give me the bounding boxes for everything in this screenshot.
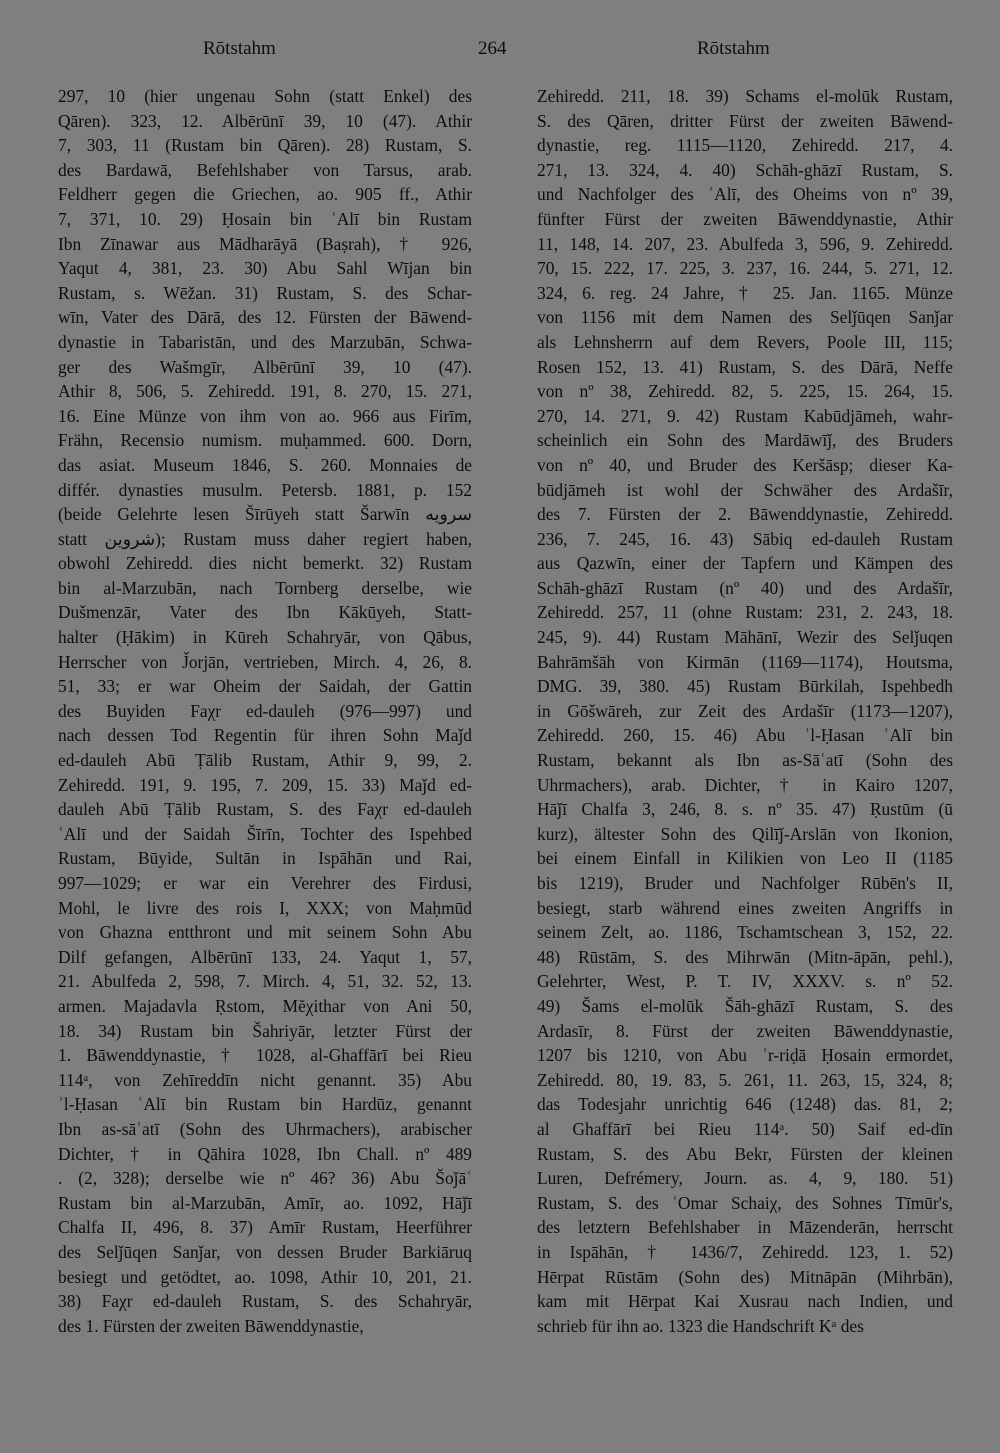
text-line: 7, 303, 11 (Rustam bin Qāren). 28) Rustam, S. <box>58 135 472 156</box>
text-line: Ibn Zīnawar aus Mādharāyā (Baṣrah), † 926, <box>58 233 472 254</box>
text-line: von Ghazna entthront und mit seinem Sohn Abu <box>58 922 472 943</box>
text-line: S. des Qāren, dritter Fürst der zweiten Bāwend- <box>537 110 953 131</box>
text-line: 18. 34) Rustam bin Šahriyār, letzter Fürst der <box>58 1020 472 1041</box>
text-line: als Lehnsherrn auf dem Revers, Poole III, 115; <box>537 331 953 352</box>
text-line: und Nachfolger des ʿAlī, des Oheims von nº 39, <box>537 184 953 205</box>
text-line: 48) Rūstām, S. des Mihrwān (Mitn-āpān, pehl.), <box>537 946 953 967</box>
text-line: 324, 6. reg. 24 Jahre, † 25. Jan. 1165. Münze <box>537 282 953 303</box>
text-line: in Ispāhān, † 1436/7, Zehiredd. 123, 1. 52) <box>537 1241 953 1262</box>
text-line: DMG. 39, 380. 45) Rustam Būrkilah, Ispehbedh <box>537 676 953 697</box>
text-line: 271, 13. 324, 4. 40) Schāh-ghāzī Rustam, S. <box>537 159 953 180</box>
text-line: Mohl, le livre des rois I, XXX; von Maḥmūd <box>58 897 472 918</box>
text-line: Hērpat Rūstām (Sohn des) Mitnāpān (Mihrbān), <box>537 1266 953 1287</box>
text-line: von 1156 mit dem Namen des Selǰūqen Sanǰar <box>537 307 953 328</box>
text-line: Zehiredd. 257, 11 (ohne Rustam: 231, 2. 243, 18. <box>537 602 953 623</box>
text-line: in Gōšwāreh, zur Zeit des Ardašīr (1173—1207), <box>537 700 953 721</box>
text-line: 7, 371, 10. 29) Ḥosain bin ʿAlī bin Rustam <box>58 208 472 229</box>
text-line: Herrscher von J̌orjān, vertrieben, Mirch. 4, 26, 8. <box>58 651 472 672</box>
text-line: ʿAlī und der Saidah Šīrīn, Tochter des Ispehbed <box>58 823 472 844</box>
text-line: Athir 8, 506, 5. Zehiredd. 191, 8. 270, 15. 271, <box>58 381 472 402</box>
text-line: . (2, 328); derselbe wie nº 46? 36) Abu Šoǰāʿ <box>58 1168 472 1189</box>
text-line: 1. Bāwenddynastie, † 1028, al-Ghaffārī bei Rieu <box>58 1045 472 1066</box>
text-line: al Ghaffārī bei Rieu 114ᵃ. 50) Saif ed-dīn <box>537 1118 953 1139</box>
text-line: Gelehrter, West, P. T. IV, XXXV. s. nº 52. <box>537 971 953 992</box>
text-line: Rustam bin al-Marzubān, Amīr, ao. 1092, Hāǰī <box>58 1192 472 1213</box>
text-line: 16. Eine Münze von ihm von ao. 966 aus Firīm, <box>58 405 472 426</box>
text-line: Schāh-ghāzī Rustam (nº 40) und des Ardašīr, <box>537 577 953 598</box>
text-line: Rustam, Būyide, Sultān in Ispāhān und Rai, <box>58 848 472 869</box>
text-line: Rustam, s. Wēžan. 31) Rustam, S. des Schar- <box>58 282 472 303</box>
text-line: kam mit Hērpat Kai Xusrau nach Indien, und <box>537 1291 953 1312</box>
text-line: 236, 7. 245, 16. 43) Sābiq ed-dauleh Rustam <box>537 528 953 549</box>
text-line: bin al-Marzubān, nach Tornberg derselbe, wie <box>58 577 472 598</box>
page-number: 264 <box>478 38 507 59</box>
text-line: būdjāmeh ist wohl der Schwäher des Ardašīr, <box>537 479 953 500</box>
text-line: Rustam, S. des Abu Bekr, Fürsten der kleinen <box>537 1143 953 1164</box>
text-line: des Selǰūqen Sanǰar, von dessen Bruder Barkiāruq <box>58 1241 472 1262</box>
text-line: Feldherr gegen die Griechen, ao. 905 ff., Athir <box>58 184 472 205</box>
text-line: obwohl Zehiredd. dies nicht bemerkt. 32) Rustam <box>58 553 472 574</box>
text-line: Frähn, Recensio numism. muḥammed. 600. Dorn, <box>58 430 472 451</box>
text-line: bis 1219), Bruder und Nachfolger Rūbēn's II, <box>537 873 953 893</box>
running-head-left: Rōtstahm <box>203 38 276 59</box>
text-line: halter (Ḥākim) in Kūreh Schahryār, von Qābus, <box>58 627 472 648</box>
text-line: 11, 148, 14. 207, 23. Abulfeda 3, 596, 9. Zehiredd. <box>537 233 953 254</box>
text-line: Dilf gefangen, Albērūnī 133, 24. Yaqut 1, 57, <box>58 946 472 967</box>
text-line: ger des Wašmgīr, Albērūnī 39, 10 (47). <box>58 356 472 377</box>
text-line: Rustam, bekannt als Ibn as-Sāʿatī (Sohn des <box>537 750 953 771</box>
text-line: des Buyiden Faχr ed-dauleh (976—997) und <box>58 700 472 721</box>
text-line: 49) Šams el-molūk Šāh-ghāzī Rustam, S. des <box>537 995 953 1016</box>
text-line: von nº 38, Zehiredd. 82, 5. 225, 15. 264, 15. <box>537 381 953 402</box>
text-line: fünfter Fürst der zweiten Bāwenddynastie, Athir <box>537 208 953 229</box>
text-line: Dichter, † in Qāhira 1028, Ibn Chall. nº 489 <box>58 1143 472 1164</box>
text-line: Yaqut 4, 381, 23. 30) Abu Sahl Wījan bin <box>58 258 472 279</box>
text-line: Zehiredd. 80, 19. 83, 5. 261, 11. 263, 15, 324, 8; <box>537 1069 953 1090</box>
text-line: ʾl-Ḥasan ʿAlī bin Rustam bin Hardūz, genannt <box>58 1094 472 1115</box>
text-line: des 1. Fürsten der zweiten Bāwenddynastie, <box>58 1315 364 1336</box>
text-line: statt شروين); Rustam muss daher regiert haben, <box>58 528 472 549</box>
page-header <box>0 38 1000 68</box>
text-line: scheinlich ein Sohn des Mardāwīǰ, des Bruders <box>537 430 953 451</box>
text-line: Uhrmachers), arab. Dichter, † in Kairo 1207, <box>537 774 953 795</box>
text-line: bei einem Einfall in Kilikien von Leo II (1185 <box>537 848 953 869</box>
text-line: Luren, Defrémery, Journ. as. 4, 9, 180. 51) <box>537 1168 953 1189</box>
text-line: des letztern Befehlshaber in Māzenderān, herrscht <box>537 1217 953 1238</box>
left-column <box>58 84 472 1338</box>
text-line: 114ᵃ, von Zehīreddīn nicht genannt. 35) Abu <box>58 1069 472 1090</box>
text-line: 51, 33; er war Oheim der Saidah, der Gattin <box>58 676 472 697</box>
text-line: des Bardawā, Befehlshaber von Tarsus, arab. <box>58 159 472 180</box>
text-line: das asiat. Museum 1846, S. 260. Monnaies de <box>58 454 472 475</box>
text-line: 245, 9). 44) Rustam Māhānī, Wezir des Selǰuqen <box>537 627 953 648</box>
text-line: des 7. Fürsten der 2. Bāwenddynastie, Zehiredd. <box>537 504 953 525</box>
text-line: Zehiredd. 191, 9. 195, 7. 209, 15. 33) Maǰd ed- <box>58 774 472 795</box>
text-line: seinem Zelt, ao. 1186, Tschamtschean 3, 152, 22. <box>537 922 953 943</box>
text-line: Zehiredd. 260, 15. 46) Abu ʾl-Ḥasan ʿAlī bin <box>537 725 953 746</box>
text-line: Ibn as-sāʿatī (Sohn des Uhrmachers), arabischer <box>58 1118 472 1139</box>
text-line: Dušmenzār, Vater des Ibn Kākūyeh, Statt- <box>58 602 472 623</box>
text-line: armen. Majadavla Ṛstom, Mĕχithar von Ani 50, <box>58 995 472 1016</box>
text-line: différ. dynasties musulm. Petersb. 1881, p. 152 <box>58 479 472 500</box>
text-line: 1207 bis 1210, von Abu ʾr-riḍā Ḥosain ermordet, <box>537 1045 953 1066</box>
text-line: besiegt, starb während eines zweiten Angriffs in <box>537 897 953 918</box>
text-line: aus Qazwīn, einer der Tapfern und Kämpen des <box>537 553 953 574</box>
text-line: Qāren). 323, 12. Albērūnī 39, 10 (47). Athir <box>58 110 472 131</box>
right-column <box>537 84 953 1338</box>
text-line: Ardasīr, 8. Fürst der zweiten Bāwenddynastie, <box>537 1020 953 1041</box>
text-line: wīn, Vater des Dārā, des 12. Fürsten der Bāwend- <box>58 307 472 328</box>
text-line: 38) Faχr ed-dauleh Rustam, S. des Schahryār, <box>58 1291 472 1312</box>
text-line: 270, 14. 271, 9. 42) Rustam Kabūdjāmeh, wahr- <box>537 405 953 426</box>
text-line: von nº 40, und Bruder des Keršāsp; dieser Ka- <box>537 454 953 475</box>
text-line: dynastie, reg. 1115—1120, Zehiredd. 217, 4. <box>537 135 953 156</box>
text-line: Chalfa II, 496, 8. 37) Amīr Rustam, Heerführer <box>58 1217 472 1238</box>
text-line: das Todesjahr unrichtig 646 (1248) das. 81, 2; <box>537 1094 953 1115</box>
text-line: 21. Abulfeda 2, 598, 7. Mirch. 4, 51, 32. 52, 13. <box>58 971 472 992</box>
text-line: ed-dauleh Abū Ṭālib Rustam, Athir 9, 99, 2. <box>58 750 472 771</box>
text-line: Hāǰī Chalfa 3, 246, 8. s. nº 35. 47) Ṛustūm (ū <box>537 799 953 820</box>
text-line: Rustam, S. des ʿOmar Schaiχ, des Sohnes Tīmūr's, <box>537 1192 953 1213</box>
running-head-right: Rōtstahm <box>697 38 770 59</box>
text-line: 70, 15. 222, 17. 225, 3. 237, 16. 244, 5. 271, 12. <box>537 258 953 279</box>
text-line: schrieb für ihn ao. 1323 die Handschrift Kᵃ des <box>537 1315 864 1336</box>
text-line: (beide Gelehrte lesen Šīrūyeh statt Šarwīn سرويه <box>58 504 472 525</box>
text-line: dauleh Abū Ṭālib Rustam, S. des Faχr ed-dauleh <box>58 799 472 820</box>
text-line: dynastie in Tabaristān, und des Marzubān, Schwa- <box>58 331 472 352</box>
text-line: nach dessen Tod Regentin für ihren Sohn Maǰd <box>58 725 472 746</box>
text-line: 297, 10 (hier ungenau Sohn (statt Enkel) des <box>58 86 472 106</box>
text-line: Rosen 152, 13. 41) Rustam, S. des Dārā, Neffe <box>537 356 953 377</box>
text-line: kurz), ältester Sohn des Qilīǰ-Arslān von Ikonion, <box>537 823 953 844</box>
text-line: 997—1029; er war ein Verehrer des Firdusi, <box>58 873 472 893</box>
text-line: besiegt und getödtet, ao. 1098, Athir 10, 201, 21. <box>58 1266 472 1287</box>
text-line: Zehiredd. 211, 18. 39) Schams el-molūk Rustam, <box>537 86 953 106</box>
text-line: Bahrāmšāh von Kirmān (1169—1174), Houtsma, <box>537 651 953 672</box>
